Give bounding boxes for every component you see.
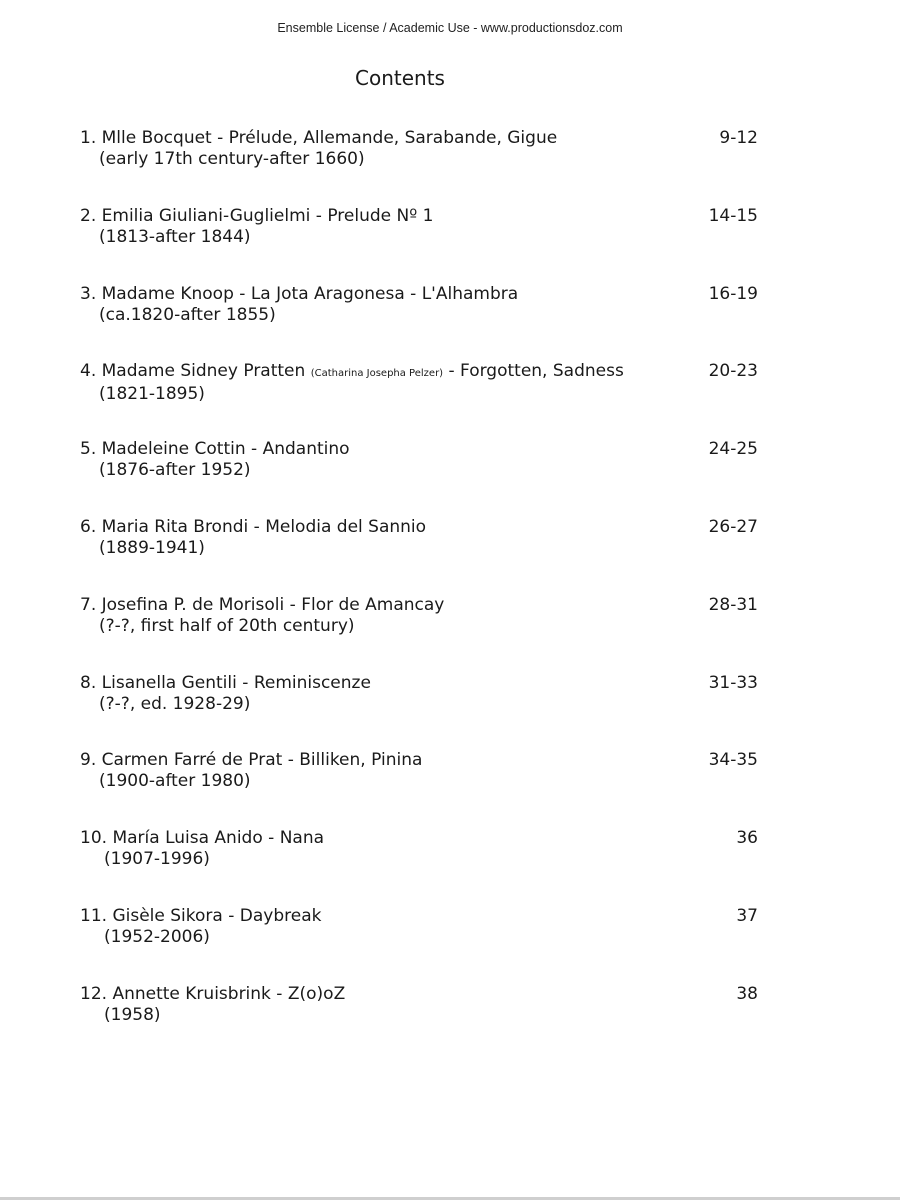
entry-works: Melodia del Sannio: [265, 516, 427, 537]
toc-entry-title: [80, 439, 760, 460]
entry-composer: Emilia Giuliani-Guglielmi: [101, 205, 311, 226]
entry-pages: 37: [736, 905, 758, 926]
entry-dates: (1952-2006): [104, 926, 210, 947]
entry-composer: Mlle Bocquet: [101, 128, 212, 148]
entry-composer: María Luisa Anido: [112, 828, 263, 849]
entry-separator: -: [222, 905, 240, 926]
entry-number: 11.: [80, 905, 108, 926]
entry-number: 6.: [80, 516, 97, 537]
entry-works: Nana: [279, 828, 325, 849]
entry-separator: -: [248, 516, 266, 537]
entry-dates: (?-?, first half of 20th century): [99, 615, 355, 636]
entry-dates: (?-?, ed. 1928-29): [99, 693, 251, 714]
entry-separator: -: [236, 672, 254, 693]
entry-dates: (1876-after 1952): [99, 460, 251, 481]
entry-separator: -: [310, 205, 328, 226]
entry-composer: Madame Knoop: [101, 283, 234, 304]
entry-dates: (1889-1941): [99, 537, 205, 558]
toc-entry-title: [80, 206, 760, 227]
entry-works: Forgotten, Sadness: [460, 361, 624, 382]
entry-works: Andantino: [262, 439, 350, 460]
toc-entry-1: [80, 128, 760, 206]
entry-pages: 31-33: [708, 672, 758, 693]
toc-entry-3: [80, 284, 760, 362]
toc-entry-title: [80, 828, 760, 849]
entry-separator: -: [282, 750, 300, 771]
toc-entry-10: [80, 828, 760, 906]
entry-separator: -: [270, 983, 288, 1004]
entry-dates: (ca.1820-after 1855): [99, 304, 276, 325]
toc-entry-title: [80, 128, 760, 149]
entry-number: 8.: [80, 672, 97, 693]
entry-pages: 16-19: [708, 283, 758, 304]
entry-number: 3.: [80, 283, 97, 304]
entry-pages: 34-35: [708, 750, 758, 771]
entry-dates: (1900-after 1980): [99, 771, 251, 792]
entry-number: 12.: [80, 983, 108, 1004]
entry-dates: (1907-1996): [104, 849, 210, 870]
toc-entry-9: [80, 750, 760, 828]
entry-works: Daybreak: [239, 905, 322, 926]
toc-entry-6: [80, 517, 760, 595]
entry-pages: 14-15: [708, 205, 758, 226]
entry-composer: Gisèle Sikora: [112, 905, 223, 926]
toc-entry-4: [80, 361, 760, 439]
entry-composer: Lisanella Gentili: [101, 672, 237, 693]
entry-separator: -: [211, 128, 229, 148]
entry-pages: 28-31: [708, 594, 758, 615]
entry-composer-note: (Catharina Josepha Pelzer): [310, 368, 444, 380]
toc-entry-title: [80, 750, 760, 771]
entry-works: Prélude, Allemande, Sarabande, Gigue: [228, 128, 558, 148]
entry-number: 10.: [80, 828, 108, 849]
toc-entry-title: [80, 984, 760, 1005]
entry-composer: Madame Sidney Pratten: [101, 361, 306, 382]
license-header: Ensemble License / Academic Use - www.productionsdoz.com: [277, 21, 623, 35]
entry-separator: -: [284, 594, 302, 615]
entry-pages: 38: [736, 983, 758, 1004]
toc-entry-11: [80, 906, 760, 984]
entry-separator: -: [245, 439, 263, 460]
entry-works: Flor de Amancay: [301, 594, 445, 615]
entry-number: 5.: [80, 439, 97, 460]
entry-dates: (1813-after 1844): [99, 226, 251, 247]
entry-pages: 20-23: [708, 361, 758, 382]
entry-number: 4.: [80, 361, 97, 382]
toc-entry-title: [80, 673, 760, 694]
entry-works: Z(o)oZ: [287, 983, 346, 1004]
toc-entry-title: [80, 284, 760, 305]
entry-number: 7.: [80, 594, 97, 615]
entry-composer: Maria Rita Brondi: [101, 516, 249, 537]
toc-entry-2: [80, 206, 760, 284]
table-of-contents: [80, 128, 760, 1062]
entry-works: La Jota Aragonesa - L'Alhambra: [250, 283, 519, 304]
entry-number: 2.: [80, 205, 97, 226]
page-title: Contents: [355, 66, 445, 90]
entry-composer: Josefina P. de Morisoli: [101, 594, 285, 615]
toc-entry-title: [80, 361, 760, 384]
toc-entry-title: [80, 906, 760, 927]
entry-dates: (1821-1895): [99, 384, 205, 405]
entry-works: Prelude Nº 1: [327, 205, 434, 226]
entry-pages: 26-27: [708, 516, 758, 537]
entry-pages: 36: [736, 828, 758, 849]
toc-entry-8: [80, 673, 760, 751]
toc-entry-12: [80, 984, 760, 1062]
entry-composer: Carmen Farré de Prat: [101, 750, 283, 771]
entry-number: 1.: [80, 128, 97, 148]
entry-separator: -: [443, 361, 461, 382]
entry-composer: Annette Kruisbrink: [112, 983, 271, 1004]
entry-separator: -: [233, 283, 251, 304]
entry-works: Billiken, Pinina: [299, 750, 423, 771]
toc-entry-5: [80, 439, 760, 517]
entry-pages: 24-25: [708, 439, 758, 460]
entry-dates: (early 17th century-after 1660): [99, 149, 365, 169]
entry-separator: -: [262, 828, 280, 849]
toc-entry-title: [80, 595, 760, 616]
entry-pages: 9-12: [719, 128, 758, 148]
entry-composer: Madeleine Cottin: [101, 439, 246, 460]
entry-works: Reminiscenze: [253, 672, 371, 693]
toc-entry-title: [80, 517, 760, 538]
entry-number: 9.: [80, 750, 97, 771]
toc-entry-7: [80, 595, 760, 673]
entry-dates: (1958): [104, 1004, 161, 1025]
